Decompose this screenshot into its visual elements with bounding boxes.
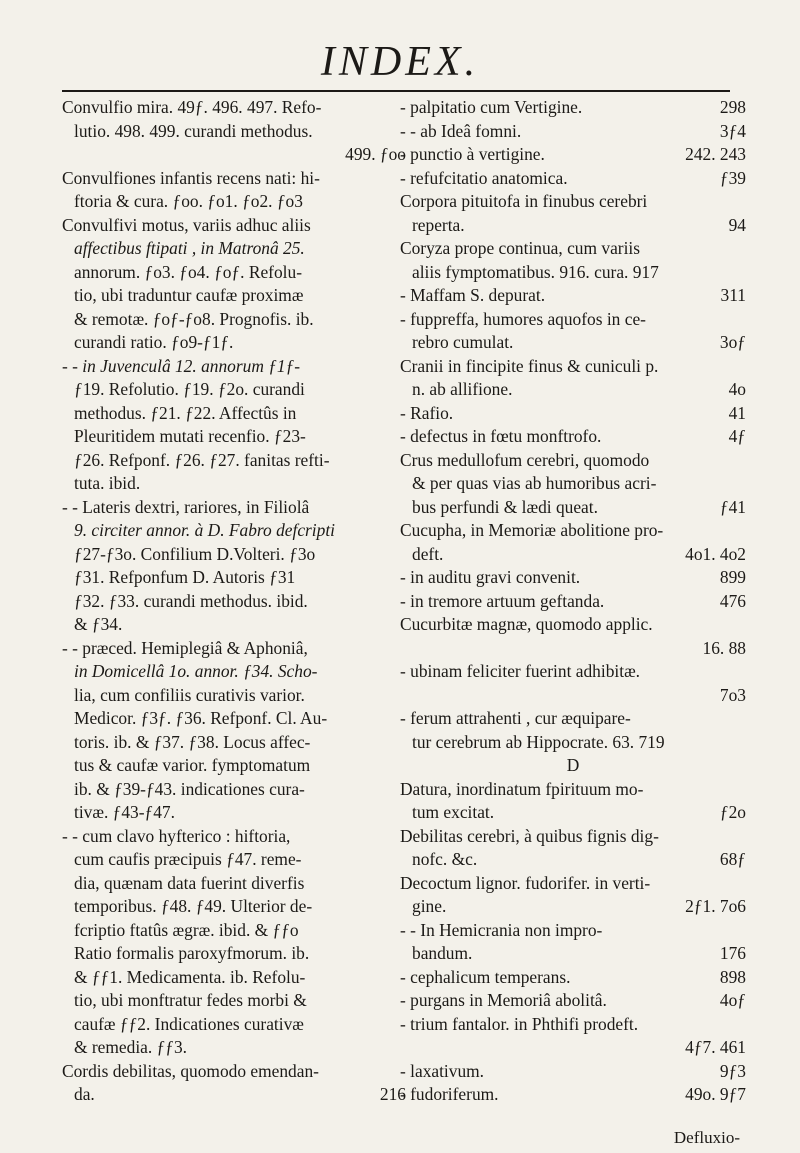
page-reference: 476 — [719, 590, 746, 611]
index-entry-line: tur cerebrum ab Hippocrate. 63. 719 — [412, 731, 665, 752]
index-entry-line: - - præced. Hemiplegiâ & Aphoniâ, — [62, 637, 308, 658]
entry-text: - cephalicum temperans. — [400, 966, 571, 987]
index-entry-line: 16. 88 — [702, 637, 746, 658]
index-entry-line: fcriptio ftatûs ægræ. ibid. & ƒƒo — [74, 919, 299, 940]
page-reference: 4ƒ — [728, 426, 746, 446]
entry-text: - purgans in Memoriâ abolitâ. — [400, 990, 607, 1010]
index-entry-line: - - In Hemicrania non impro- — [400, 919, 603, 940]
index-entry-line — [400, 543, 746, 567]
page-reference: ƒ2o — [719, 802, 746, 822]
entry-text: - in auditu gravi convenit. — [400, 567, 581, 587]
entry-text: rebro cumulat. — [412, 332, 514, 352]
entry-text: gine. — [412, 896, 447, 916]
index-entry-line: Cucurbitæ magnæ, quomodo applic. — [400, 614, 653, 634]
index-entry-line: Decoctum lignor. fudorifer. in verti- — [400, 872, 651, 893]
entry-text: reperta. — [412, 214, 465, 235]
page-title: INDEX. — [320, 39, 480, 85]
entry-text: - fudoriferum. — [400, 1084, 499, 1104]
catchword: Defluxio- — [673, 1128, 740, 1147]
index-entry-line: temporibus. ƒ48. ƒ49. Ulterior de- — [74, 896, 313, 916]
index-entry-line: lutio. 498. 499. curandi methodus. — [74, 120, 313, 141]
entry-text: - Maffam S. depurat. — [400, 285, 546, 305]
page-reference: 242. 243 — [685, 144, 746, 164]
index-entry-line — [400, 167, 746, 191]
index-entry-line: dia, quænam data fuerint diverfis — [74, 872, 305, 893]
index-entry-line: & ƒ34. — [74, 614, 123, 634]
index-entry-line: Ratio formalis paroxyfmorum. ib. — [74, 943, 310, 963]
index-entry-line: 9. circiter annor. à D. Fabro defcripti — [74, 520, 335, 540]
index-entry-line: - - in Juvenculâ 12. annorum ƒ1ƒ- — [62, 355, 301, 376]
page-reference: 4oƒ — [719, 990, 746, 1010]
page-reference: 4o — [728, 379, 746, 399]
page-reference: 176 — [719, 943, 746, 963]
entry-text: deft. — [412, 543, 444, 564]
index-entry-line: Cucupha, in Memoriæ abolitione pro- — [400, 520, 664, 540]
entry-text: n. ab allifione. — [412, 379, 513, 399]
page-reference: 41 — [728, 402, 746, 423]
index-entry-line: Cranii in fincipite finus & cuniculi p. — [400, 355, 659, 376]
index-entry-line: & remedia. ƒƒ3. — [74, 1037, 188, 1057]
index-entry-line: tio, ubi traduntur caufæ proximæ — [74, 285, 304, 305]
entry-text: nofc. &c. — [412, 849, 478, 869]
index-entry-line: & ƒƒ1. Medicamenta. ib. Refolu- — [74, 966, 306, 987]
index-entry-line: lia, cum confiliis curativis varior. — [74, 684, 305, 705]
entry-text: - laxativum. — [400, 1060, 485, 1081]
page-reference: 94 — [728, 214, 746, 235]
index-entry-line: caufæ ƒƒ2. Indicationes curativæ — [74, 1013, 304, 1034]
index-entry-line — [400, 966, 746, 990]
index-entry-line: 499. ƒoo — [345, 144, 406, 164]
index-entry-line — [400, 566, 746, 590]
page-reference: 68ƒ — [719, 849, 746, 869]
page-reference: 898 — [719, 966, 746, 987]
index-entry-line: - fuppreffa, humores aquofos in ce- — [400, 308, 646, 329]
index-entry-line: Corpora pituitofa in finubus cerebri — [400, 191, 648, 211]
index-entry-line — [400, 214, 746, 238]
index-entry-line: 7o3 — [719, 684, 746, 705]
index-entry-line — [400, 331, 746, 355]
page-reference: ƒ39 — [719, 167, 746, 188]
index-entry-line — [400, 425, 746, 449]
index-entry-line: ƒ27-ƒ3o. Confilium D.Volteri. ƒ3o — [74, 543, 316, 564]
index-entry-line: ib. & ƒ39-ƒ43. indicationes cura- — [74, 778, 305, 799]
entry-text: - punctio à vertigine. — [400, 144, 545, 164]
index-entry-line — [400, 590, 746, 614]
index-entry-line — [400, 1060, 746, 1084]
index-entry-line — [400, 120, 746, 144]
index-entry-line — [62, 1083, 406, 1107]
page-reference: 3oƒ — [719, 332, 746, 352]
index-entry-line: D — [566, 755, 580, 775]
entry-text: - in tremore artuum geftanda. — [400, 590, 605, 611]
page-reference: 49o. 9ƒ7 — [685, 1084, 746, 1104]
page-reference: 3ƒ4 — [719, 120, 746, 141]
page-reference: 899 — [719, 567, 746, 587]
page-reference: 9ƒ3 — [719, 1060, 746, 1081]
index-entry-line: - - Lateris dextri, rariores, in Filiolâ — [62, 496, 310, 517]
index-entry-line — [400, 96, 746, 120]
page-reference: 311 — [720, 285, 746, 305]
index-entry-line: tivæ. ƒ43-ƒ47. — [74, 802, 175, 822]
index-entry-line: - - cum clavo hyfterico : hiftoria, — [62, 825, 291, 846]
entry-text: bus perfundi & lædi queat. — [412, 496, 598, 517]
entry-text: - refufcitatio anatomica. — [400, 167, 568, 188]
index-entry-line — [400, 496, 746, 520]
page-reference: 216 — [379, 1084, 406, 1104]
index-entry-line: affectibus ftipati , in Matronâ 25. — [74, 238, 305, 258]
index-entry-line — [400, 284, 746, 308]
index-entry-line: - trium fantalor. in Phthifi prodeft. — [400, 1013, 639, 1034]
index-entry-line — [400, 801, 746, 825]
index-entry-line: toris. ib. & ƒ37. ƒ38. Locus affec- — [74, 731, 311, 752]
index-entry-line: Convulfivi motus, variis adhuc aliis — [62, 214, 311, 235]
right-column — [400, 96, 746, 1107]
index-entry-line: 4ƒ7. 461 — [685, 1037, 746, 1057]
title-rule — [62, 90, 730, 92]
index-entry-line — [400, 848, 746, 872]
index-entry-line — [400, 402, 746, 426]
index-entry-line: Medicor. ƒ3ƒ. ƒ36. Refponf. Cl. Au- — [74, 708, 328, 728]
left-column — [62, 96, 406, 1107]
index-entry-line: Cordis debilitas, quomodo emendan- — [62, 1060, 319, 1081]
index-entry-line: cum caufis præcipuis ƒ47. reme- — [74, 849, 302, 869]
index-entry-line: ƒ19. Refolutio. ƒ19. ƒ2o. curandi — [74, 379, 305, 399]
index-entry-line: & remotæ. ƒoƒ-ƒo8. Prognofis. ib. — [74, 308, 314, 329]
index-entry-line: curandi ratio. ƒo9-ƒ1ƒ. — [74, 332, 234, 352]
index-entry-line: ftoria & cura. ƒoo. ƒo1. ƒo2. ƒo3 — [74, 191, 303, 211]
index-entry-line: ƒ32. ƒ33. curandi methodus. ibid. — [74, 590, 308, 611]
index-entry-line: Debilitas cerebri, à quibus fignis dig- — [400, 825, 659, 846]
index-entry-line: Convulfiones infantis recens nati: hi- — [62, 167, 320, 188]
index-entry-line: Crus medullofum cerebri, quomodo — [400, 449, 650, 470]
index-entry-line: methodus. ƒ21. ƒ22. Affectûs in — [74, 402, 297, 423]
index-entry-line: Pleuritidem mutati recenfio. ƒ23- — [74, 426, 306, 446]
index-entry-line: ƒ31. Refponfum D. Autoris ƒ31 — [74, 567, 296, 587]
index-entry-line — [400, 143, 746, 167]
index-entry-line — [400, 942, 746, 966]
page-reference: ƒ41 — [719, 496, 746, 517]
index-entry-line — [400, 378, 746, 402]
index-entry-line: & per quas vias ab humoribus acri- — [412, 473, 657, 493]
entry-text: - defectus in fœtu monftrofo. — [400, 426, 602, 446]
index-entry-line: in Domicellâ 1o. annor. ƒ34. Scho- — [74, 661, 318, 681]
index-entry-line: aliis fymptomatibus. 916. cura. 917 — [412, 261, 659, 282]
index-entry-line: annorum. ƒo3. ƒo4. ƒoƒ. Refolu- — [74, 261, 302, 282]
index-entry-line — [400, 1083, 746, 1107]
index-entry-line: Datura, inordinatum fpirituum mo- — [400, 778, 644, 799]
entry-text: da. — [74, 1084, 95, 1104]
entry-text: tum excitat. — [412, 802, 495, 822]
index-entry-line: - ubinam feliciter fuerint adhibitæ. — [400, 661, 641, 681]
index-entry-line: tuta. ibid. — [74, 473, 141, 493]
index-entry-line: ƒ26. Refponf. ƒ26. ƒ27. fanitas refti- — [74, 449, 330, 470]
index-entry-line: Coryza prope continua, cum variis — [400, 238, 641, 258]
index-entry-line: Convulfio mira. 49ƒ. 496. 497. Refo- — [62, 97, 322, 117]
index-entry-line: - ferum attrahenti , cur æquipare- — [400, 708, 631, 728]
index-entry-line — [400, 895, 746, 919]
index-entry-line — [400, 989, 746, 1013]
page-reference: 298 — [719, 97, 746, 117]
index-entry-line: tus & caufæ varior. fymptomatum — [74, 755, 311, 775]
entry-text: bandum. — [412, 943, 473, 963]
entry-text: - Rafio. — [400, 402, 454, 423]
entry-text: - palpitatio cum Vertigine. — [400, 97, 583, 117]
page-reference: 4o1. 4o2 — [685, 543, 746, 564]
index-entry-line: tio, ubi monftratur fedes morbi & — [74, 990, 307, 1010]
page-reference: 2ƒ1. 7o6 — [685, 896, 746, 916]
entry-text: - - ab Ideâ fomni. — [400, 120, 522, 141]
